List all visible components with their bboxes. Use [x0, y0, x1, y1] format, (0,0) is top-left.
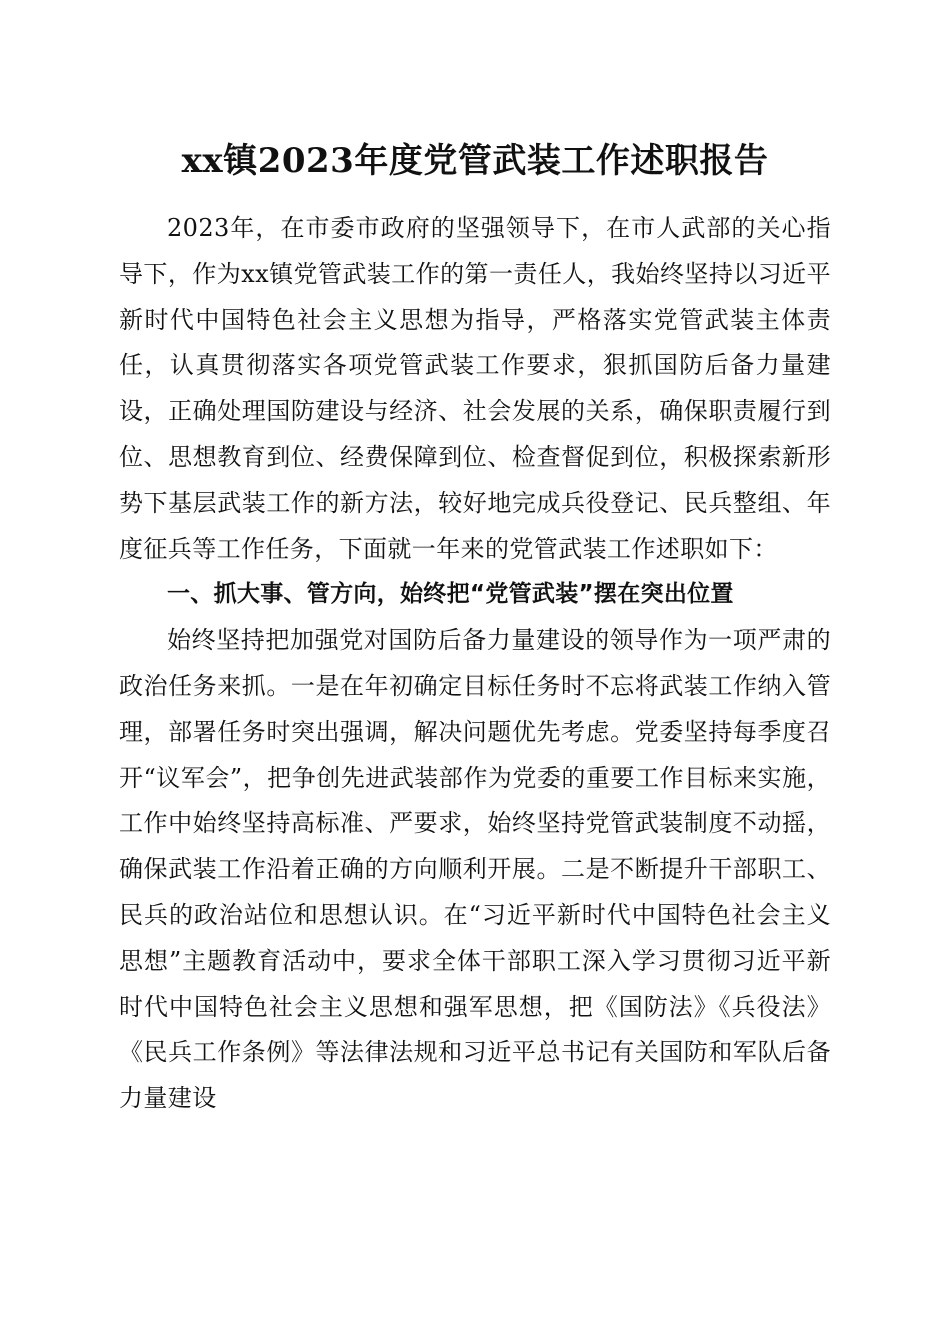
document-body	[119, 206, 831, 1122]
section-heading-1: 一、抓大事、管方向，始终把“党管武装”摆在突出位置	[167, 581, 734, 608]
document-title: xx镇2023年度党管武装工作述职报告	[181, 141, 769, 181]
intro-paragraph: 2023年，在市委市政府的坚强领导下，在市人武部的关心指导下，作为xx镇党管武装工作的第一责任人，我始终坚持以习近平新时代中国特色社会主义思想为指导，严格落实党管武装主体责任，认真贯彻落实各项党管武装工作要求，狠抓国防后备力量建设，正确处理国防建设与经济、社会发展的关系，确保职责履行到位、思想教育到位、经费保障到位、检查督促到位，积极探索新形势下基层武装工作的新方法，较好地完成兵役登记、民兵整组、年度征兵等工作任务，下面就一年来的党管武装工作述职如下：	[119, 214, 831, 563]
section-1-paragraph: 始终坚持把加强党对国防后备力量建设的领导作为一项严肃的政治任务来抓。一是在年初确定目标任务时不忘将武装工作纳入管理，部署任务时突出强调，解决问题优先考虑。党委坚持每季度召开“议军会”，把争创先进武装部作为党委的重要工作目标来实施，工作中始终坚持高标准、严要求，始终坚持党管武装制度不动摇，确保武装工作沿着正确的方向顺利开展。二是不断提升干部职工、民兵的政治站位和思想认识。在“习近平新时代中国特色社会主义思想”主题教育活动中，要求全体干部职工深入学习贯彻习近平新时代中国特色社会主义思想和强军思想，把《国防法》《兵役法》《民兵工作条例》等法律法规和习近平总书记有关国防和军队后备力量建设	[119, 626, 831, 1113]
